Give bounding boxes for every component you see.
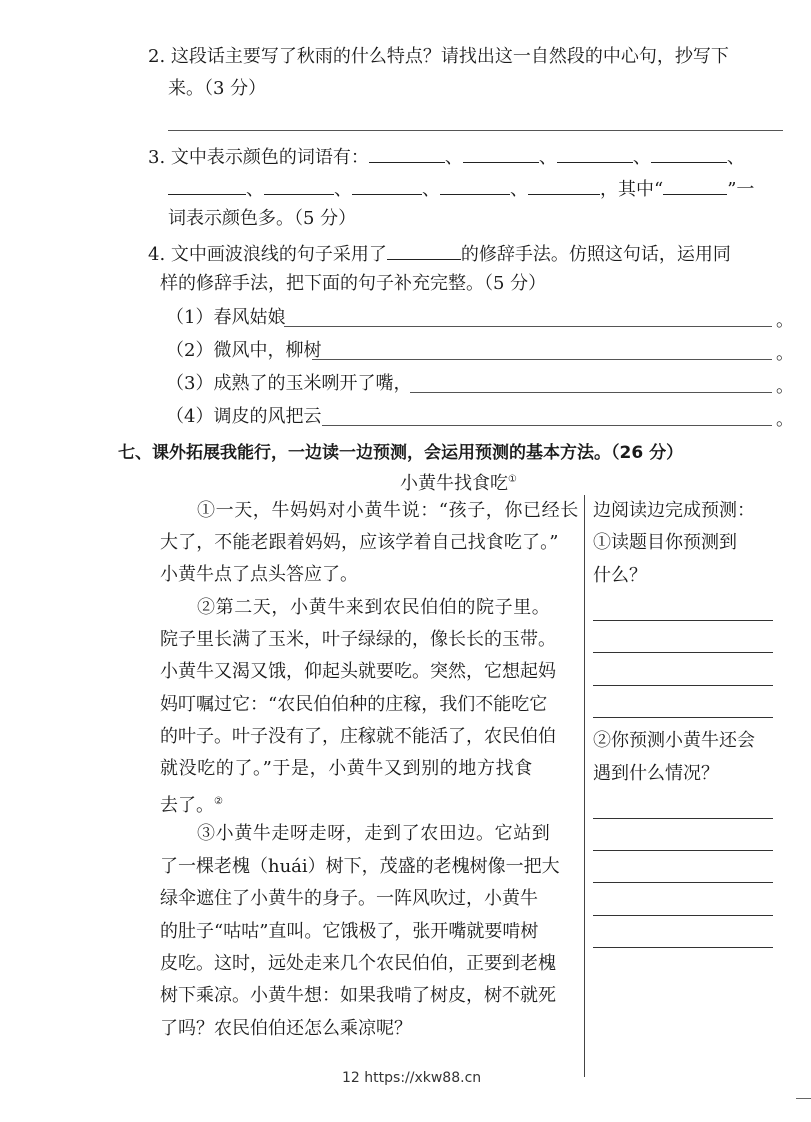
q3-line3: 词表示颜色多。（5 分） bbox=[168, 208, 357, 229]
sidebar-q2-line1: ②你预测小黄牛还会 bbox=[593, 730, 755, 751]
story-title-footnote: ① bbox=[508, 474, 517, 485]
page-footer bbox=[342, 1070, 481, 1086]
q3-prompt: 3. 文中表示颜色的词语有： bbox=[148, 147, 369, 168]
column-divider bbox=[584, 495, 585, 1077]
sidebar-q1-answer-line bbox=[593, 652, 773, 653]
story-line-16: 树下乘凉。小黄牛想：如果我啃了树皮，树不就死 bbox=[160, 985, 556, 1006]
q4-item-1: （1）春风姑娘 bbox=[166, 307, 286, 328]
q3-mid: ，其中“ bbox=[600, 179, 664, 200]
q4-post: 的修辞手法。仿照这句话，运用同 bbox=[460, 244, 731, 265]
sidebar-heading: 边阅读边完成预测： bbox=[593, 500, 755, 521]
q4-item-1-period: 。 bbox=[776, 310, 794, 331]
story-line-7: 妈叮嘱过它：“农民伯伯种的庄稼，我们不能吃它 bbox=[160, 694, 548, 715]
q4-item-1-line bbox=[284, 326, 772, 327]
q3-blank-5 bbox=[168, 176, 246, 195]
corner-mark bbox=[796, 1098, 811, 1099]
q4-line2: 样的修辞手法，把下面的句子补充完整。（5 分） bbox=[160, 273, 547, 294]
q3-sep: 、 bbox=[510, 179, 528, 200]
story-line-12: 了一棵老槐（huái）树下，茂盛的老槐树像一把大 bbox=[160, 856, 560, 877]
story-line-13: 绿伞遮住了小黄牛的身子。一阵风吹过，小黄牛 bbox=[160, 888, 538, 909]
story-line-6: 小黄牛又渴又饿，仰起头就要吃。突然，它想起妈 bbox=[160, 661, 556, 682]
q3-blank-4 bbox=[651, 144, 727, 163]
q3-blank-6 bbox=[264, 176, 334, 195]
q4-pre: 4. 文中画波浪线的句子采用了 bbox=[148, 244, 387, 265]
q3-sep: 、 bbox=[538, 147, 557, 168]
q3-blank-1 bbox=[369, 144, 445, 163]
story-line-3: 小黄牛点了点头答应了。 bbox=[160, 564, 358, 585]
q3-sep: 、 bbox=[246, 179, 264, 200]
sidebar-q2-answer-line bbox=[593, 947, 773, 948]
story-line-9: 就没吃的了。”于是，小黄牛又到别的地方找食 bbox=[160, 758, 533, 779]
page-number: 12 bbox=[342, 1070, 360, 1086]
sidebar-q2-line2: 遇到什么情况？ bbox=[593, 763, 719, 784]
story-title-text: 小黄牛找食吃 bbox=[400, 473, 508, 494]
story-line-8: 的叶子。叶子没有了，庄稼就不能活了，农民伯伯 bbox=[160, 726, 556, 747]
q3-blank-2 bbox=[463, 144, 539, 163]
q3-sep: 、 bbox=[444, 147, 463, 168]
q4-item-4: （4）调皮的风把云 bbox=[166, 406, 322, 427]
q4-item-2-period: 。 bbox=[776, 343, 794, 364]
q4-blank bbox=[387, 241, 461, 260]
q2-answer-line bbox=[168, 130, 783, 131]
sidebar-q2-answer-line bbox=[593, 818, 773, 819]
q4-item-3-line bbox=[410, 392, 772, 393]
q3-sep: 、 bbox=[334, 179, 352, 200]
story-footnote-2: ② bbox=[214, 796, 223, 807]
sidebar-q1-answer-line bbox=[593, 717, 773, 718]
q3-blank-8 bbox=[440, 176, 510, 195]
sidebar-q2-answer-line bbox=[593, 850, 773, 851]
story-line-17: 了吗？农民伯伯还怎么乘凉呢？ bbox=[160, 1018, 412, 1039]
story-line-4: ②第二天，小黄牛来到农民伯伯的院子里。 bbox=[197, 597, 551, 618]
q4-item-4-line bbox=[322, 425, 772, 426]
sidebar-q2-answer-line bbox=[593, 882, 773, 883]
footer-url: https://xkw88.cn bbox=[364, 1070, 482, 1086]
q3-blank-10 bbox=[663, 176, 727, 195]
q4-line1 bbox=[148, 241, 731, 266]
story-line-11: ③小黄牛走呀走呀，走到了农田边。它站到 bbox=[197, 823, 551, 844]
q4-item-2: （2）微风中，柳树 bbox=[166, 340, 322, 361]
story-line-10 bbox=[160, 791, 223, 817]
story-line-5: 院子里长满了玉米，叶子绿绿的，像长长的玉带。 bbox=[160, 629, 556, 650]
sidebar-q1-answer-line bbox=[593, 685, 773, 686]
q3-sep: 、 bbox=[726, 147, 745, 168]
q4-item-3-period: 。 bbox=[776, 376, 794, 397]
q3-blank-9 bbox=[528, 176, 600, 195]
story-line-2: 大了，不能老跟着妈妈，应该学着自己找食吃了。” bbox=[160, 532, 559, 553]
sidebar-q1-line2: 什么？ bbox=[593, 565, 647, 586]
q4-item-4-period: 。 bbox=[776, 409, 794, 430]
story-line-1: ①一天，牛妈妈对小黄牛说：“孩子，你已经长 bbox=[197, 500, 579, 521]
story-title bbox=[400, 469, 517, 495]
q3-blank-3 bbox=[557, 144, 633, 163]
story-line-14: 的肚子“咕咕”直叫。它饿极了，张开嘴就要啃树 bbox=[160, 921, 539, 942]
q3-sep: 、 bbox=[632, 147, 651, 168]
q3-end: ”一 bbox=[727, 179, 755, 200]
story-line-15: 皮吃。这时，远处走来几个农民伯伯，正要到老槐 bbox=[160, 953, 556, 974]
sidebar-q2-answer-line bbox=[593, 915, 773, 916]
q2-line2: 来。（3 分） bbox=[168, 78, 267, 99]
q3-line2 bbox=[168, 176, 754, 201]
q3-line1 bbox=[148, 144, 745, 169]
q2-line1: 2. 这段话主要写了秋雨的什么特点？请找出这一自然段的中心句，抄写下 bbox=[148, 46, 729, 67]
q4-item-3: （3）成熟了的玉米咧开了嘴， bbox=[166, 373, 412, 394]
q4-item-2-line bbox=[312, 359, 772, 360]
sidebar-q1-answer-line bbox=[593, 620, 773, 621]
story-line-10-text: 去了。 bbox=[160, 795, 214, 816]
q3-sep: 、 bbox=[422, 179, 440, 200]
section-7-heading: 七、课外拓展我能行，一边读一边预测，会运用预测的基本方法。（26 分） bbox=[118, 443, 684, 463]
sidebar-q1-line1: ①读题目你预测到 bbox=[593, 532, 737, 553]
q3-blank-7 bbox=[352, 176, 422, 195]
